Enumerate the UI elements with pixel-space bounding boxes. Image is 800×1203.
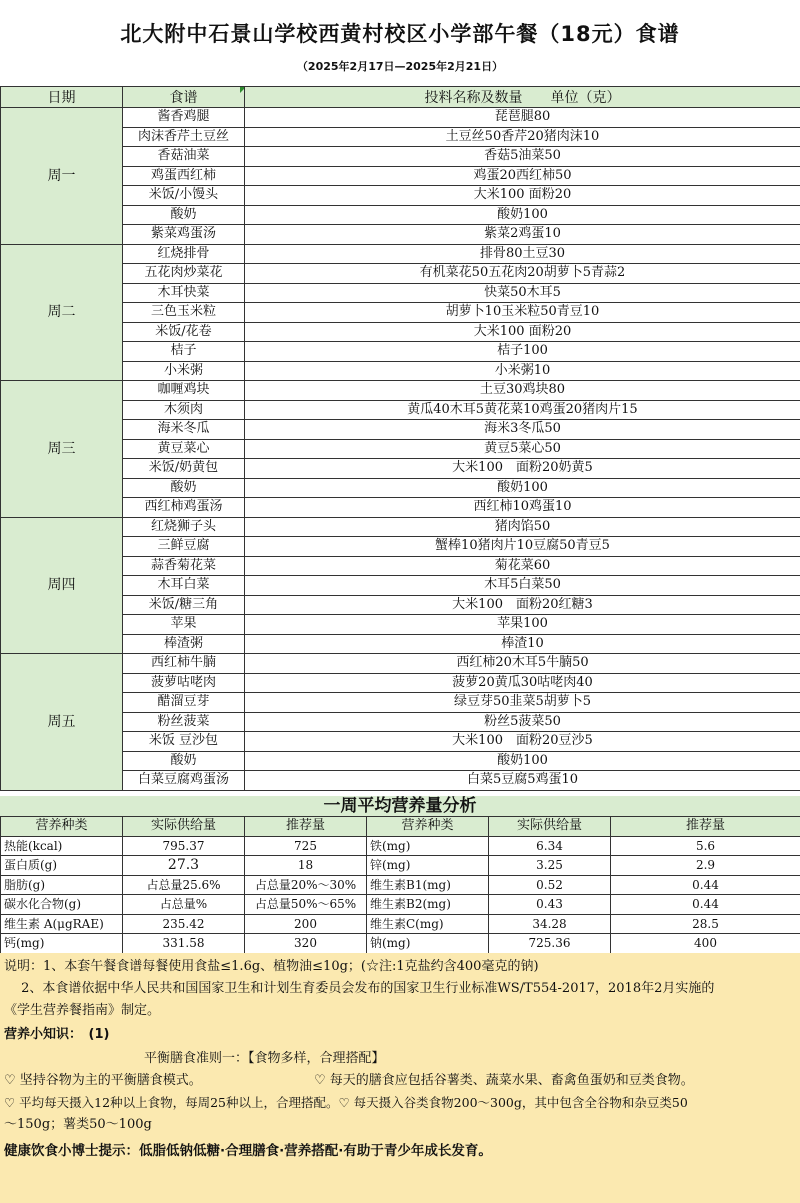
nutrition-cell: 维生素B2(mg)	[367, 895, 489, 915]
ingredient-cell: 绿豆芽50韭菜5胡萝卜5	[245, 693, 800, 713]
nutrition-cell: 725	[245, 836, 367, 856]
nutrition-cell: 维生素C(mg)	[367, 914, 489, 934]
nutrition-header-row	[1, 817, 800, 837]
dish-cell: 酸奶	[123, 751, 245, 771]
ingredient-cell: 酸奶100	[245, 478, 800, 498]
ingredient-cell: 大米100 面粉20	[245, 186, 800, 206]
tip-4: ～150g；薯类50～100g	[4, 1117, 152, 1132]
dish-cell: 红烧排骨	[123, 244, 245, 264]
ingredient-cell: 西红柿20木耳5牛腩50	[245, 654, 800, 674]
dish-cell: 醋溜豆芽	[123, 693, 245, 713]
ingredient-cell: 菠萝20黄瓜30咕咾肉40	[245, 673, 800, 693]
nutrition-header-cell: 推荐量	[611, 817, 800, 837]
ingredient-cell: 排骨80土豆30	[245, 244, 800, 264]
nutrition-row	[1, 934, 800, 954]
nutrition-cell: 碳水化合物(g)	[1, 895, 123, 915]
nutrition-cell: 200	[245, 914, 367, 934]
day-cell: 周五	[1, 654, 123, 791]
nutrition-cell: 占总量20%～30%	[245, 875, 367, 895]
nutrition-cell: 400	[611, 934, 800, 954]
ingredient-cell: 海米3冬瓜50	[245, 420, 800, 440]
nutrition-cell: 0.44	[611, 875, 800, 895]
nutrition-cell: 28.5	[611, 914, 800, 934]
dish-cell: 黄豆菜心	[123, 439, 245, 459]
ingredient-cell: 土豆丝50香芹20猪肉沫10	[245, 127, 800, 147]
nutrition-cell: 235.42	[123, 914, 245, 934]
dish-cell: 咖喱鸡块	[123, 381, 245, 401]
ingredient-cell: 苹果100	[245, 615, 800, 635]
dish-cell: 桔子	[123, 342, 245, 362]
ingredient-cell: 鸡蛋20西红柿50	[245, 166, 800, 186]
ingredient-cell: 大米100 面粉20	[245, 322, 800, 342]
dish-cell: 白菜豆腐鸡蛋汤	[123, 771, 245, 791]
note-1: 说明：1、本套午餐食谱每餐使用食盐≤1.6g、植物油≤10g；(☆注:1克盐约含400毫克的钠)	[4, 959, 539, 974]
note-2b: 《学生营养餐指南》制定。	[4, 1003, 161, 1018]
nutrition-header-cell: 实际供给量	[489, 817, 611, 837]
nutrition-cell: 34.28	[489, 914, 611, 934]
nutrition-cell: 5.6	[611, 836, 800, 856]
dish-cell: 米饭 豆沙包	[123, 732, 245, 752]
dish-cell: 米饭/奶黄包	[123, 459, 245, 479]
nutrition-cell: 795.37	[123, 836, 245, 856]
menu-header-row	[1, 87, 800, 108]
nutrition-cell: 维生素 A(μgRAE)	[1, 914, 123, 934]
ingredient-cell: 猪肉馅50	[245, 517, 800, 537]
dish-cell: 米饭/花卷	[123, 322, 245, 342]
nutrition-row	[1, 895, 800, 915]
nutrition-row	[1, 836, 800, 856]
menu-row	[1, 517, 800, 537]
ingredient-cell: 紫菜2鸡蛋10	[245, 225, 800, 245]
ingredient-cell: 棒渣10	[245, 634, 800, 654]
tips-title: 营养小知识： (1)	[4, 1027, 110, 1042]
dish-cell: 三鲜豆腐	[123, 537, 245, 557]
dish-cell: 酸奶	[123, 478, 245, 498]
nutrition-cell: 27.3	[123, 856, 245, 876]
date-range: （2025年2月17日—2025年2月21日）	[296, 60, 504, 73]
ingredient-cell: 快菜50木耳5	[245, 283, 800, 303]
ingredient-cell: 黄豆5菜心50	[245, 439, 800, 459]
tip-3: ♡ 平均每天摄入12种以上食物，每周25种以上，合理搭配。♡ 每天摄入谷类食物200～300g，其中包含全谷物和杂豆类50	[4, 1095, 688, 1110]
dish-cell: 酸奶	[123, 205, 245, 225]
nutrition-cell: 3.25	[489, 856, 611, 876]
notes-section	[0, 953, 800, 1203]
nutrition-header-cell: 营养种类	[367, 817, 489, 837]
nutrition-table	[0, 816, 800, 954]
header-dish: 食谱	[123, 87, 245, 108]
nutrition-row	[1, 856, 800, 876]
nutrition-cell: 维生素B1(mg)	[367, 875, 489, 895]
dish-cell: 鸡蛋西红柿	[123, 166, 245, 186]
dish-cell: 三色玉米粒	[123, 303, 245, 323]
nutrition-cell: 热能(kcal)	[1, 836, 123, 856]
dish-cell: 木耳白菜	[123, 576, 245, 596]
dish-cell: 米饭/小馒头	[123, 186, 245, 206]
menu-row	[1, 108, 800, 128]
nutrition-row	[1, 875, 800, 895]
nutrition-cell: 725.36	[489, 934, 611, 954]
nutrition-cell: 钙(mg)	[1, 934, 123, 954]
nutrition-header-cell: 推荐量	[245, 817, 367, 837]
ingredient-cell: 胡萝卜10玉米粒50青豆10	[245, 303, 800, 323]
nutrition-cell: 6.34	[489, 836, 611, 856]
dish-cell: 西红柿鸡蛋汤	[123, 498, 245, 518]
nutrition-header-cell: 营养种类	[1, 817, 123, 837]
ingredient-cell: 粉丝5菠菜50	[245, 712, 800, 732]
ingredient-cell: 黄瓜40木耳5黄花菜10鸡蛋20猪肉片15	[245, 400, 800, 420]
nutrition-body	[1, 817, 800, 954]
dish-cell: 粉丝菠菜	[123, 712, 245, 732]
nutrition-cell: 320	[245, 934, 367, 954]
day-cell: 周二	[1, 244, 123, 381]
ingredient-cell: 白菜5豆腐5鸡蛋10	[245, 771, 800, 791]
menu-row	[1, 381, 800, 401]
dish-cell: 红烧狮子头	[123, 517, 245, 537]
ingredient-cell: 有机菜花50五花肉20胡萝卜5青蒜2	[245, 264, 800, 284]
ingredient-cell: 酸奶100	[245, 205, 800, 225]
ingredient-cell: 土豆30鸡块80	[245, 381, 800, 401]
header-date: 日期	[1, 87, 123, 108]
ingredient-cell: 大米100 面粉20红糖3	[245, 595, 800, 615]
ingredient-cell: 菊花菜60	[245, 556, 800, 576]
dish-cell: 小米粥	[123, 361, 245, 381]
nutrition-row	[1, 914, 800, 934]
dish-cell: 棒渣粥	[123, 634, 245, 654]
nutrition-cell: 占总量50%～65%	[245, 895, 367, 915]
tip-2: ♡ 每天的膳食应包括谷薯类、蔬菜水果、畜禽鱼蛋奶和豆类食物。	[314, 1073, 694, 1088]
dish-cell: 紫菜鸡蛋汤	[123, 225, 245, 245]
ingredient-cell: 琵琶腿80	[245, 108, 800, 128]
menu-table	[0, 86, 800, 791]
dish-cell: 香菇油菜	[123, 147, 245, 167]
nutrition-title: 一周平均营养量分析	[0, 796, 800, 816]
nutrition-cell: 占总量25.6%	[123, 875, 245, 895]
ingredient-cell: 大米100 面粉20奶黄5	[245, 459, 800, 479]
ingredient-cell: 木耳5白菜50	[245, 576, 800, 596]
ingredient-cell: 西红柿10鸡蛋10	[245, 498, 800, 518]
note-2a: 2、本食谱依据中华人民共和国国家卫生和计划生育委员会发布的国家卫生行业标准WS/T554-2017，2018年2月实施的	[4, 981, 715, 996]
dish-cell: 蒜香菊花菜	[123, 556, 245, 576]
ingredient-cell: 小米粥10	[245, 361, 800, 381]
dish-cell: 米饭/糖三角	[123, 595, 245, 615]
ingredient-cell: 酸奶100	[245, 751, 800, 771]
guideline: 平衡膳食准则一：【食物多样，合理搭配】	[144, 1051, 385, 1066]
nutrition-header-cell: 实际供给量	[123, 817, 245, 837]
ingredient-cell: 蟹棒10猪肉片10豆腐50青豆5	[245, 537, 800, 557]
dish-cell: 海米冬瓜	[123, 420, 245, 440]
dish-cell: 苹果	[123, 615, 245, 635]
dish-cell: 酱香鸡腿	[123, 108, 245, 128]
dish-cell: 西红柿牛腩	[123, 654, 245, 674]
menu-body	[1, 108, 800, 791]
nutrition-cell: 0.52	[489, 875, 611, 895]
dish-cell: 五花肉炒菜花	[123, 264, 245, 284]
nutrition-cell: 脂肪(g)	[1, 875, 123, 895]
nutrition-cell: 锌(mg)	[367, 856, 489, 876]
nutrition-cell: 钠(mg)	[367, 934, 489, 954]
dish-cell: 菠萝咕咾肉	[123, 673, 245, 693]
header-ingredients: 投料名称及数量 单位（克）	[245, 87, 800, 108]
day-cell: 周三	[1, 381, 123, 518]
day-cell: 周四	[1, 517, 123, 654]
nutrition-cell: 2.9	[611, 856, 800, 876]
dish-cell: 木须肉	[123, 400, 245, 420]
menu-row	[1, 654, 800, 674]
ingredient-cell: 桔子100	[245, 342, 800, 362]
nutrition-cell: 331.58	[123, 934, 245, 954]
ingredient-cell: 大米100 面粉20豆沙5	[245, 732, 800, 752]
page-title: 北大附中石景山学校西黄村校区小学部午餐（18元）食谱	[120, 22, 680, 46]
day-cell: 周一	[1, 108, 123, 245]
nutrition-cell: 0.44	[611, 895, 800, 915]
nutrition-cell: 18	[245, 856, 367, 876]
dish-cell: 肉沫香芹土豆丝	[123, 127, 245, 147]
nutrition-cell: 蛋白质(g)	[1, 856, 123, 876]
nutrition-cell: 铁(mg)	[367, 836, 489, 856]
doctor-tip: 健康饮食小博士提示：低脂低钠低糖·合理膳食·营养搭配·有助于青少年成长发育。	[4, 1143, 492, 1159]
nutrition-cell: 占总量%	[123, 895, 245, 915]
tip-1: ♡ 坚持谷物为主的平衡膳食模式。	[4, 1073, 202, 1088]
ingredient-cell: 香菇5油菜50	[245, 147, 800, 167]
menu-row	[1, 244, 800, 264]
nutrition-cell: 0.43	[489, 895, 611, 915]
dish-cell: 木耳快菜	[123, 283, 245, 303]
